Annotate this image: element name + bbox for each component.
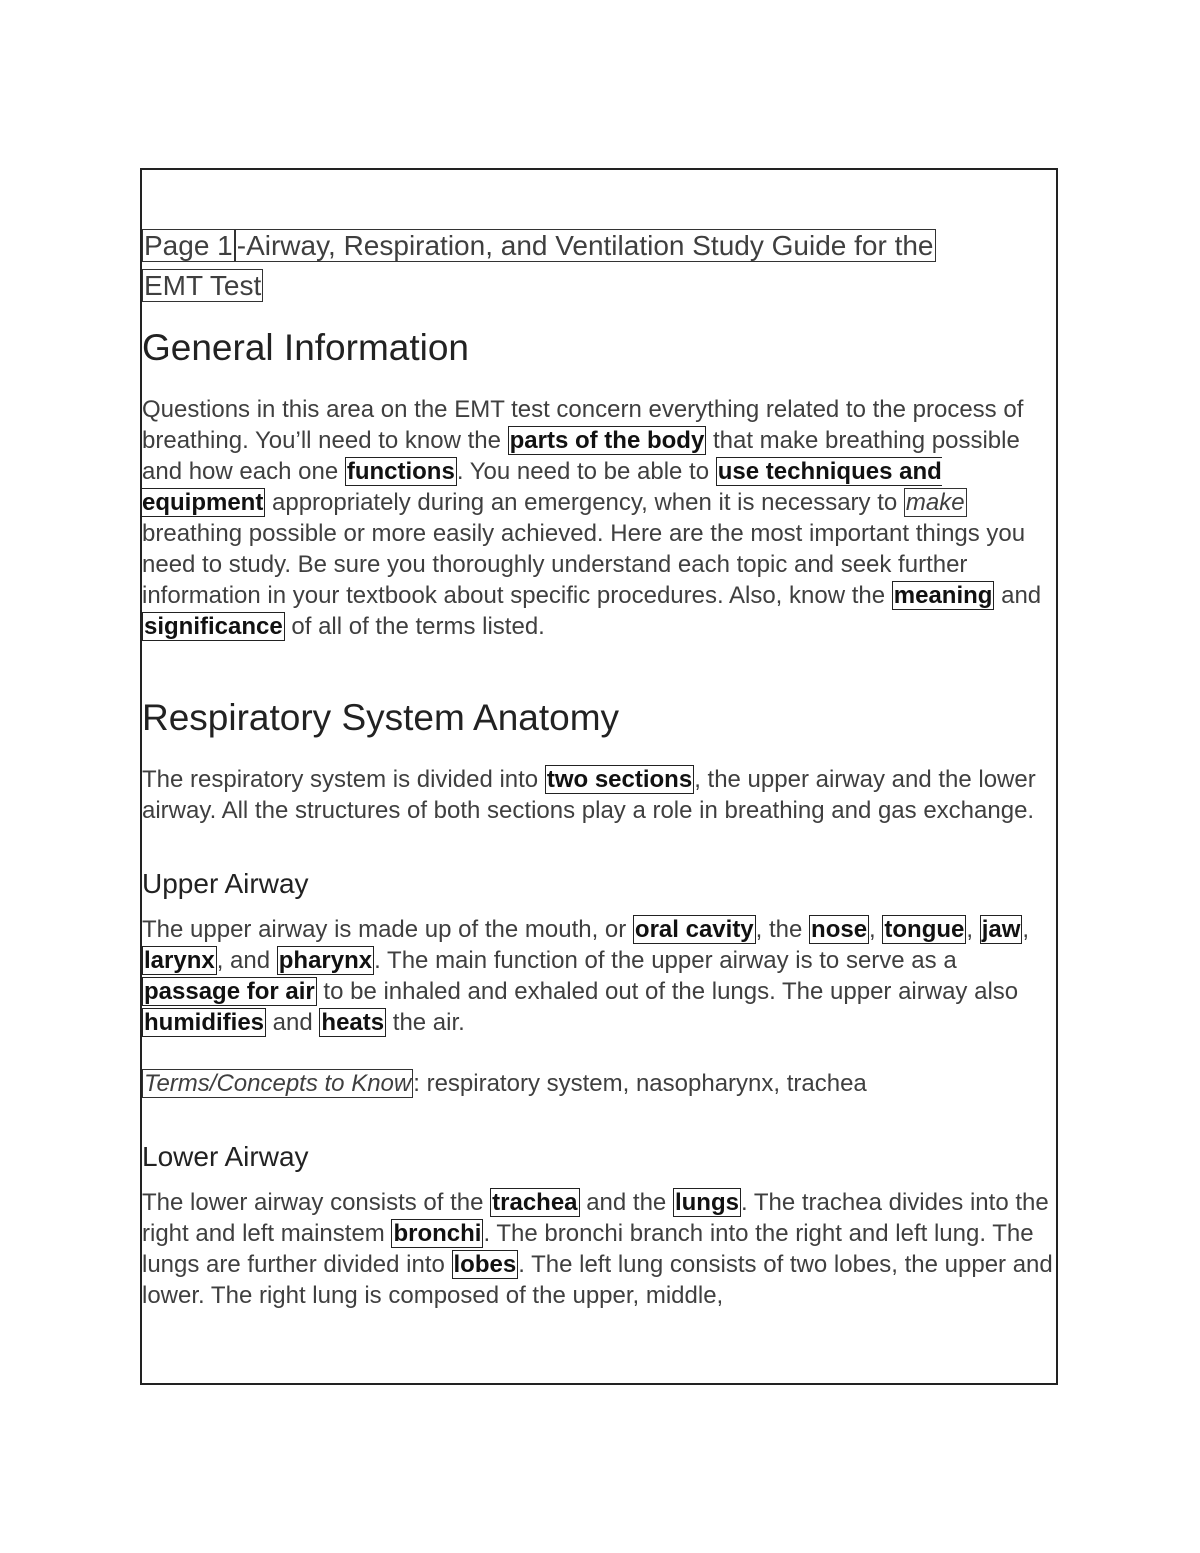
keyword-oral-cavity: oral cavity (634, 916, 754, 943)
respiratory-anatomy-heading: Respiratory System Anatomy (142, 697, 620, 738)
document-page-frame (140, 168, 1058, 1385)
keyword-larynx: larynx (144, 947, 215, 974)
keyword-heats: heats (321, 1009, 385, 1036)
keyword-parts-of-the-body: parts of the body (509, 427, 705, 454)
keyword-bronchi: bronchi (393, 1220, 482, 1247)
keyword-meaning: meaning (893, 582, 993, 609)
general-information-paragraph: Questions in this area on the EMT test concern everything related to the process of breathing. You’ll need to know the parts of the body that make breathing possible and how each one functions. You need to be able to use techniques and equipment appropriately during an emergency, when it is necessary to make breathing possible or more easily achieved. Here are the most important things you need to study. Be sure you thoroughly understand each topic and seek further information in your textbook about specific procedures. Also, know the meaning and significance of all of the terms listed. (142, 396, 1042, 640)
keyword-trachea: trachea (492, 1189, 578, 1216)
keyword-humidifies: humidifies (144, 1009, 265, 1036)
keyword-passage-for-air: passage for air (144, 978, 315, 1005)
upper-airway-heading: Upper Airway (142, 868, 309, 899)
keyword-tongue: tongue (884, 916, 965, 943)
keyword-lobes: lobes (453, 1251, 517, 1278)
upper-airway-paragraph: The upper airway is made up of the mouth, or oral cavity, the nose, tongue, jaw, larynx, and pharynx. The main function of the upper airway is to serve as a passage for air to be inhaled and exhaled out of the lungs. The upper airway also humidifies and heats the air. (142, 916, 1030, 1036)
respiratory-anatomy-paragraph: The respiratory system is divided into two sections, the upper airway and the lower airway. All the structures of both sections play a role in breathing and gas exchange. (142, 766, 1036, 824)
keyword-make: make (905, 489, 965, 516)
keyword-nose: nose (811, 916, 868, 943)
page-number-box: Page 1 (144, 230, 233, 261)
keyword-jaw: jaw (981, 916, 1021, 943)
general-information-heading: General Information (142, 327, 470, 368)
document-content (142, 226, 1058, 1311)
terms-to-know-list: : respiratory system, nasopharynx, trachea (413, 1070, 867, 1097)
title-line-1: Airway, Respiration, and Ventilation Study Guide for the (246, 230, 934, 261)
keyword-functions: functions (346, 458, 455, 485)
lower-airway-heading: Lower Airway (142, 1141, 309, 1172)
keyword-lungs: lungs (674, 1189, 739, 1216)
keyword-two-sections: two sections (546, 766, 693, 793)
terms-to-know-line (142, 1068, 1058, 1099)
title-line-2: EMT Test (144, 270, 262, 301)
lower-airway-paragraph: The lower airway consists of the trachea and the lungs. The trachea divides into the right and left mainstem bronchi. The bronchi branch into the right and left lung. The lungs are further divided into lobes. The left lung consists of two lobes, the upper and lower. The right lung is composed of the upper, middle, (142, 1189, 1053, 1309)
keyword-significance: significance (144, 613, 283, 640)
keyword-pharynx: pharynx (278, 947, 373, 974)
terms-to-know-label: Terms/Concepts to Know (144, 1070, 412, 1097)
title-dash: - (236, 230, 247, 261)
keyword-use-techniques: use techniques and equipment (142, 458, 942, 516)
page-title (142, 226, 1058, 306)
